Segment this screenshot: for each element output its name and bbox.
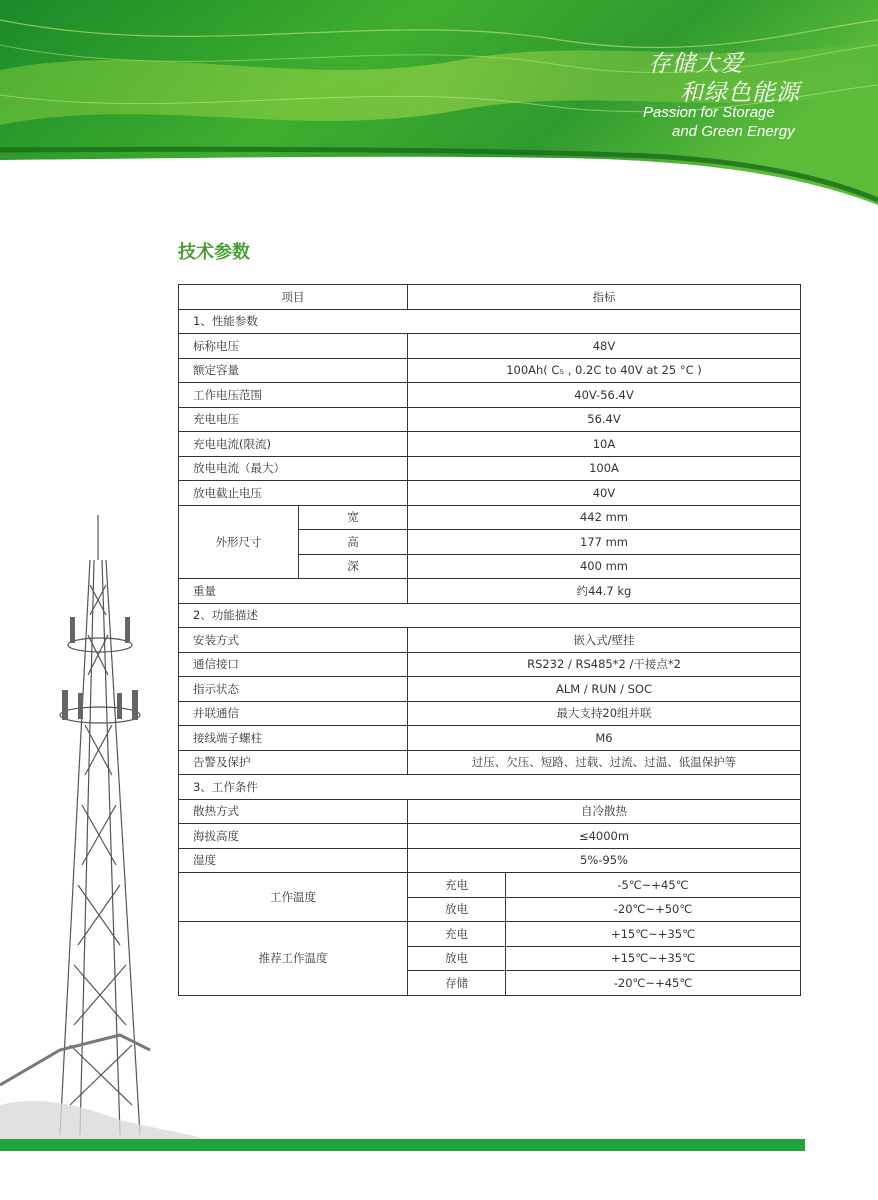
table-row — [179, 407, 801, 432]
sub-label: 放电 — [408, 897, 506, 922]
row-value: 5%-95% — [408, 848, 801, 873]
row-label: 重量 — [179, 579, 408, 604]
row-label: 散热方式 — [179, 799, 408, 824]
slogan-en-line2: and Green Energy — [672, 123, 795, 140]
row-value: +15℃~+35℃ — [506, 922, 801, 947]
row-label: 额定容量 — [179, 358, 408, 383]
sub-label: 宽 — [299, 505, 408, 530]
row-label: 放电截止电压 — [179, 481, 408, 506]
row-value: 177 mm — [408, 530, 801, 555]
slogan-en-line1: Passion for Storage — [643, 104, 775, 121]
communication-tower-image — [0, 505, 200, 1145]
table-row — [179, 677, 801, 702]
table-row — [179, 873, 801, 898]
table-row — [179, 799, 801, 824]
sub-label: 放电 — [408, 946, 506, 971]
row-value: 40V-56.4V — [408, 383, 801, 408]
slogan-cn-line2: 和绿色能源 — [680, 80, 800, 106]
row-value: ≤4000m — [408, 824, 801, 849]
row-value: -20℃~+50℃ — [506, 897, 801, 922]
row-label: 海拔高度 — [179, 824, 408, 849]
row-value: 嵌入式/壁挂 — [408, 628, 801, 653]
row-label: 通信接口 — [179, 652, 408, 677]
row-label: 标称电压 — [179, 334, 408, 359]
section-conditions: 3、工作条件 — [179, 775, 801, 800]
section-row — [179, 775, 801, 800]
table-row — [179, 628, 801, 653]
table-row — [179, 505, 801, 530]
row-label: 并联通信 — [179, 701, 408, 726]
row-value: RS232 / RS485*2 /干接点*2 — [408, 652, 801, 677]
row-value: 自冷散热 — [408, 799, 801, 824]
row-label: 工作电压范围 — [179, 383, 408, 408]
row-value: 56.4V — [408, 407, 801, 432]
table-row — [179, 358, 801, 383]
table-row — [179, 334, 801, 359]
row-value: -20℃~+45℃ — [506, 971, 801, 996]
row-label: 放电电流（最大） — [179, 456, 408, 481]
row-label: 接线端子螺柱 — [179, 726, 408, 751]
footer-bar — [0, 1139, 805, 1151]
row-value: ALM / RUN / SOC — [408, 677, 801, 702]
table-row — [179, 481, 801, 506]
row-value: 100A — [408, 456, 801, 481]
row-value: 最大支持20组并联 — [408, 701, 801, 726]
table-row — [179, 922, 801, 947]
sub-label: 深 — [299, 554, 408, 579]
section-row — [179, 309, 801, 334]
table-row — [179, 750, 801, 775]
table-header-row — [179, 285, 801, 310]
row-value: 100Ah( C₅ , 0.2C to 40V at 25 °C ) — [408, 358, 801, 383]
row-value: 10A — [408, 432, 801, 457]
row-value: M6 — [408, 726, 801, 751]
row-value: 过压、欠压、短路、过载、过流、过温、低温保护等 — [408, 750, 801, 775]
row-label: 充电电流(限流) — [179, 432, 408, 457]
row-value: 442 mm — [408, 505, 801, 530]
row-label: 安装方式 — [179, 628, 408, 653]
table-row — [179, 456, 801, 481]
table-row — [179, 824, 801, 849]
row-label: 湿度 — [179, 848, 408, 873]
row-value: 40V — [408, 481, 801, 506]
row-value: +15℃~+35℃ — [506, 946, 801, 971]
row-label-rec-temp: 推荐工作温度 — [179, 922, 408, 996]
table-row — [179, 726, 801, 751]
header-item: 项目 — [179, 285, 408, 310]
sub-label: 充电 — [408, 873, 506, 898]
row-value: 约44.7 kg — [408, 579, 801, 604]
row-label-op-temp: 工作温度 — [179, 873, 408, 922]
row-label: 充电电压 — [179, 407, 408, 432]
row-label: 指示状态 — [179, 677, 408, 702]
section-row — [179, 603, 801, 628]
section-performance: 1、性能参数 — [179, 309, 801, 334]
row-label-dimensions: 外形尺寸 — [179, 505, 299, 579]
sub-label: 充电 — [408, 922, 506, 947]
table-row — [179, 652, 801, 677]
table-row — [179, 383, 801, 408]
row-value: -5℃~+45℃ — [506, 873, 801, 898]
row-label: 告警及保护 — [179, 750, 408, 775]
row-value: 400 mm — [408, 554, 801, 579]
table-row — [179, 579, 801, 604]
sub-label: 高 — [299, 530, 408, 555]
section-function: 2、功能描述 — [179, 603, 801, 628]
table-row — [179, 701, 801, 726]
section-title: 技术参数 — [178, 242, 250, 263]
header-spec: 指标 — [408, 285, 801, 310]
spec-table — [178, 284, 801, 996]
sub-label: 存储 — [408, 971, 506, 996]
row-value: 48V — [408, 334, 801, 359]
table-row — [179, 432, 801, 457]
table-row — [179, 848, 801, 873]
slogan-cn-line1: 存储大爱 — [648, 51, 744, 77]
